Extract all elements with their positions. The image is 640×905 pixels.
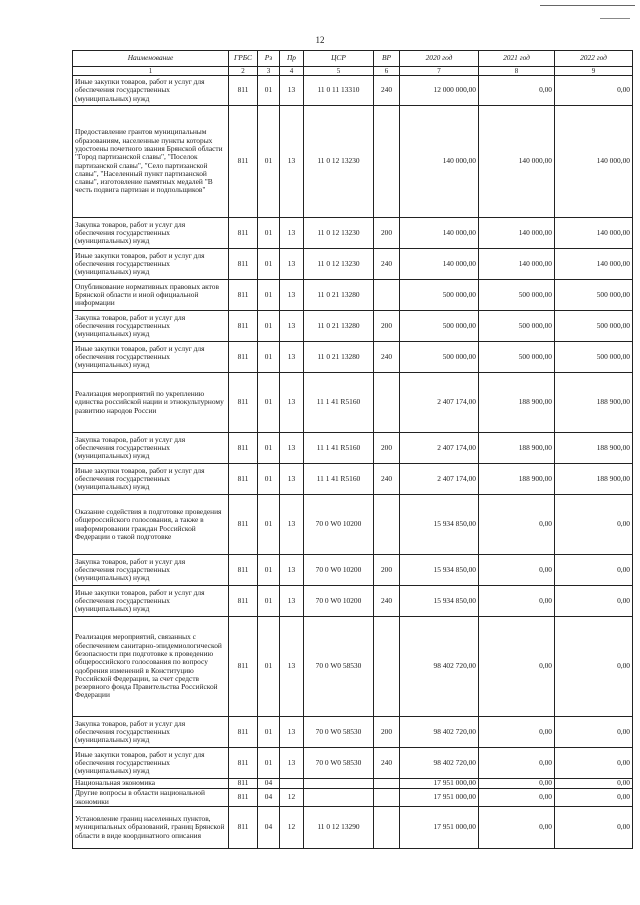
table-cell-csr: 11 1 41 R5160 [304,373,374,433]
table-cell-grbs: 811 [229,586,258,617]
table-row [73,495,633,555]
table-cell-csr: 70 0 W0 10200 [304,586,374,617]
table-cell-2022: 0,00 [555,76,633,106]
table-cell-vr: 240 [374,76,400,106]
table-row [73,106,633,218]
table-cell-csr: 11 0 12 13230 [304,106,374,218]
table-cell-2020: 2 407 174,00 [400,373,479,433]
table-cell-2020: 15 934 850,00 [400,586,479,617]
table-cell-csr: 11 0 12 13230 [304,218,374,249]
table-cell-2021: 140 000,00 [479,249,555,280]
table-cell-rz: 01 [258,617,280,717]
table-cell-grbs: 811 [229,555,258,586]
table-cell-name: Иные закупки товаров, работ и услуг для обеспечения государственных (муниципальных) нужд [73,586,229,617]
table-cell-2020: 500 000,00 [400,311,479,342]
table-cell-csr: 11 0 12 13290 [304,807,374,849]
table-cell-grbs: 811 [229,807,258,849]
table-row [73,342,633,373]
table-row [73,807,633,849]
table-cell-rz: 01 [258,748,280,779]
table-cell-grbs: 811 [229,106,258,218]
table-cell-rz: 04 [258,807,280,849]
table-cell-2020: 2 407 174,00 [400,464,479,495]
table-cell-pr: 13 [280,280,304,311]
table-cell-rz: 01 [258,311,280,342]
table-cell-pr [280,779,304,789]
table-cell-vr [374,495,400,555]
header-csr: ЦСР [304,51,374,67]
table-cell-rz: 01 [258,464,280,495]
table-cell-rz: 01 [258,586,280,617]
table-cell-pr: 13 [280,373,304,433]
table-cell-name: Закупка товаров, работ и услуг для обеспечения государственных (муниципальных) нужд [73,717,229,748]
table-cell-2021: 0,00 [479,555,555,586]
table-cell-name: Иные закупки товаров, работ и услуг для обеспечения государственных (муниципальных) нужд [73,342,229,373]
table-row [73,249,633,280]
header-2022: 2022 год [555,51,633,67]
table-cell-name: Закупка товаров, работ и услуг для обеспечения государственных (муниципальных) нужд [73,433,229,464]
table-cell-csr: 70 0 W0 58530 [304,717,374,748]
table-cell-2020: 17 951 000,00 [400,807,479,849]
table-cell-vr: 240 [374,748,400,779]
table-cell-2021: 0,00 [479,617,555,717]
page-edge-line [540,5,635,6]
table-cell-pr: 13 [280,748,304,779]
table-cell-name: Закупка товаров, работ и услуг для обеспечения государственных (муниципальных) нужд [73,311,229,342]
table-cell-2022: 188 900,00 [555,373,633,433]
column-number: 4 [280,67,304,76]
table-cell-2021: 140 000,00 [479,218,555,249]
column-number: 8 [479,67,555,76]
table-cell-name: Иные закупки товаров, работ и услуг для обеспечения государственных (муниципальных) нужд [73,76,229,106]
table-cell-grbs: 811 [229,280,258,311]
table-cell-2022: 500 000,00 [555,311,633,342]
table-cell-2022: 188 900,00 [555,433,633,464]
table-cell-rz: 01 [258,495,280,555]
table-row [73,464,633,495]
header-vr: ВР [374,51,400,67]
column-number-row [73,67,633,76]
table-cell-vr [374,807,400,849]
table-cell-pr: 13 [280,433,304,464]
table-cell-vr: 200 [374,433,400,464]
header-2020: 2020 год [400,51,479,67]
table-cell-2020: 2 407 174,00 [400,433,479,464]
table-cell-2021: 0,00 [479,748,555,779]
table-row [73,218,633,249]
table-body [73,76,633,849]
table-cell-grbs: 811 [229,311,258,342]
column-number: 5 [304,67,374,76]
table-cell-rz: 01 [258,249,280,280]
table-cell-rz: 01 [258,342,280,373]
table-cell-pr: 13 [280,617,304,717]
table-cell-grbs: 811 [229,464,258,495]
page-number: 12 [315,35,325,45]
table-cell-2022: 140 000,00 [555,106,633,218]
table-row [73,617,633,717]
table-cell-csr: 11 1 41 R5160 [304,433,374,464]
table-cell-grbs: 811 [229,249,258,280]
table-cell-vr: 240 [374,586,400,617]
table-cell-2020: 140 000,00 [400,218,479,249]
table-cell-csr: 11 0 11 13310 [304,76,374,106]
table-cell-vr [374,789,400,807]
table-cell-vr [374,106,400,218]
table-cell-name: Закупка товаров, работ и услуг для обеспечения государственных (муниципальных) нужд [73,555,229,586]
table-cell-2020: 15 934 850,00 [400,555,479,586]
page-edge-line-short [600,18,630,19]
column-number: 1 [73,67,229,76]
table-cell-csr: 11 0 21 13280 [304,311,374,342]
table-cell-vr: 240 [374,249,400,280]
table-cell-2021: 0,00 [479,789,555,807]
table-cell-2020: 12 000 000,00 [400,76,479,106]
table-cell-grbs: 811 [229,717,258,748]
table-cell-csr [304,789,374,807]
table-cell-2022: 0,00 [555,495,633,555]
table-cell-csr: 70 0 W0 58530 [304,748,374,779]
table-cell-csr: 11 1 41 R5160 [304,464,374,495]
table-cell-rz: 04 [258,789,280,807]
column-number: 3 [258,67,280,76]
table-cell-csr: 11 0 21 13280 [304,342,374,373]
table-cell-2022: 0,00 [555,807,633,849]
table-cell-rz: 01 [258,433,280,464]
table-cell-name: Закупка товаров, работ и услуг для обеспечения государственных (муниципальных) нужд [73,218,229,249]
table-row [73,280,633,311]
table-cell-pr: 13 [280,586,304,617]
table-cell-name: Другие вопросы в области национальной экономики [73,789,229,807]
table-cell-2022: 500 000,00 [555,280,633,311]
table-cell-vr: 240 [374,464,400,495]
column-number: 9 [555,67,633,76]
table-cell-vr [374,779,400,789]
table-row [73,748,633,779]
column-number: 2 [229,67,258,76]
table-cell-name: Установление границ населенных пунктов, муниципальных образований, границ Брянской области в виде координатного описания [73,807,229,849]
table-cell-2021: 188 900,00 [479,433,555,464]
table-cell-rz: 01 [258,106,280,218]
header-grbs: ГРБС [229,51,258,67]
table-row [73,311,633,342]
table-cell-pr: 13 [280,464,304,495]
table-row [73,373,633,433]
table-cell-pr: 13 [280,342,304,373]
table-cell-grbs: 811 [229,779,258,789]
column-number: 7 [400,67,479,76]
table-cell-2020: 98 402 720,00 [400,717,479,748]
table-cell-2022: 140 000,00 [555,218,633,249]
table-cell-2021: 0,00 [479,76,555,106]
table-cell-2021: 0,00 [479,495,555,555]
table-cell-name: Иные закупки товаров, работ и услуг для обеспечения государственных (муниципальных) нужд [73,748,229,779]
table-cell-grbs: 811 [229,495,258,555]
table-row [73,789,633,807]
table-cell-2020: 17 951 000,00 [400,789,479,807]
table-row [73,555,633,586]
table-cell-grbs: 811 [229,218,258,249]
table-cell-2021: 188 900,00 [479,373,555,433]
table-cell-2021: 0,00 [479,586,555,617]
table-cell-rz: 04 [258,779,280,789]
table-cell-csr: 70 0 W0 58530 [304,617,374,717]
table-cell-name: Оказание содействия в подготовке проведения общероссийского голосования, а также в информировании граждан Российской Федерации о такой подготовке [73,495,229,555]
table-row [73,586,633,617]
table-cell-vr [374,280,400,311]
table-row [73,76,633,106]
table-cell-rz: 01 [258,373,280,433]
table-cell-pr: 13 [280,311,304,342]
table-cell-pr: 13 [280,76,304,106]
table-cell-grbs: 811 [229,342,258,373]
table-cell-csr: 70 0 W0 10200 [304,555,374,586]
table-cell-grbs: 811 [229,76,258,106]
table-cell-pr: 13 [280,555,304,586]
table-cell-vr: 200 [374,555,400,586]
table-cell-rz: 01 [258,76,280,106]
column-number: 6 [374,67,400,76]
table-cell-2022: 0,00 [555,748,633,779]
header-pr: Пр [280,51,304,67]
table-cell-2022: 0,00 [555,779,633,789]
table-cell-2020: 15 934 850,00 [400,495,479,555]
table-cell-csr [304,779,374,789]
table-cell-2020: 17 951 000,00 [400,779,479,789]
table-cell-name: Иные закупки товаров, работ и услуг для обеспечения государственных (муниципальных) нужд [73,249,229,280]
table-cell-2022: 500 000,00 [555,342,633,373]
table-cell-2020: 500 000,00 [400,280,479,311]
table-cell-vr [374,617,400,717]
table-cell-pr: 13 [280,717,304,748]
table-cell-2020: 98 402 720,00 [400,748,479,779]
table-cell-2022: 0,00 [555,617,633,717]
table-cell-csr: 11 0 21 13280 [304,280,374,311]
table-cell-2021: 0,00 [479,717,555,748]
table-cell-pr: 13 [280,106,304,218]
table-cell-grbs: 811 [229,789,258,807]
table-cell-grbs: 811 [229,373,258,433]
table-row [73,433,633,464]
table-cell-csr: 11 0 12 13230 [304,249,374,280]
table-cell-vr: 200 [374,717,400,748]
table-cell-name: Опубликование нормативных правовых актов Брянской области и иной официальной информации [73,280,229,311]
table-cell-2021: 500 000,00 [479,342,555,373]
header-rz: Рз [258,51,280,67]
table-cell-pr: 13 [280,249,304,280]
table-cell-2021: 188 900,00 [479,464,555,495]
table-cell-2020: 500 000,00 [400,342,479,373]
table-cell-pr: 12 [280,789,304,807]
table-cell-pr: 13 [280,495,304,555]
table-cell-2020: 140 000,00 [400,249,479,280]
table-cell-grbs: 811 [229,617,258,717]
table-cell-vr: 200 [374,311,400,342]
table-cell-vr: 240 [374,342,400,373]
table-cell-2022: 0,00 [555,717,633,748]
budget-table [72,50,633,849]
table-header-row [73,51,633,67]
table-cell-2022: 140 000,00 [555,249,633,280]
table-cell-csr: 70 0 W0 10200 [304,495,374,555]
table-cell-2021: 140 000,00 [479,106,555,218]
table-cell-rz: 01 [258,218,280,249]
table-cell-pr: 12 [280,807,304,849]
table-cell-2021: 500 000,00 [479,311,555,342]
table-cell-2022: 0,00 [555,586,633,617]
table-cell-rz: 01 [258,280,280,311]
table-cell-rz: 01 [258,555,280,586]
table-cell-2022: 0,00 [555,789,633,807]
table-cell-name: Реализация мероприятий, связанных с обеспечением санитарно-эпидемиологической безопасности при подготовке к проведению общероссийского голосования по вопросу одобрения изменений в Конституцию Российской Федерации, за счет средств резервного фонда Правительства Российской Федерации [73,617,229,717]
table-cell-2022: 188 900,00 [555,464,633,495]
table-cell-2021: 0,00 [479,779,555,789]
table-cell-name: Предоставление грантов муниципальным образованиям, населенные пункты которых удостоены почетного звания Брянской области "Город партизанской славы", "Поселок партизанской славы", "Село партизанской славы", "Населенный пункт партизанской славы", изготовление памятных медалей "В честь подвига партизан и подпольщиков" [73,106,229,218]
table-cell-pr: 13 [280,218,304,249]
table-cell-rz: 01 [258,717,280,748]
table-cell-grbs: 811 [229,748,258,779]
table-cell-name: Национальная экономика [73,779,229,789]
table-cell-2020: 140 000,00 [400,106,479,218]
table-cell-name: Иные закупки товаров, работ и услуг для обеспечения государственных (муниципальных) нужд [73,464,229,495]
table-cell-vr: 200 [374,218,400,249]
table-cell-grbs: 811 [229,433,258,464]
table-cell-2021: 500 000,00 [479,280,555,311]
table-row [73,717,633,748]
table-cell-vr [374,373,400,433]
header-name: Наименование [73,51,229,67]
table-cell-2022: 0,00 [555,555,633,586]
table-row [73,779,633,789]
header-2021: 2021 год [479,51,555,67]
table-cell-name: Реализация мероприятий по укреплению единства российской нации и этнокультурному развитию народов России [73,373,229,433]
table-cell-2020: 98 402 720,00 [400,617,479,717]
table-cell-2021: 0,00 [479,807,555,849]
